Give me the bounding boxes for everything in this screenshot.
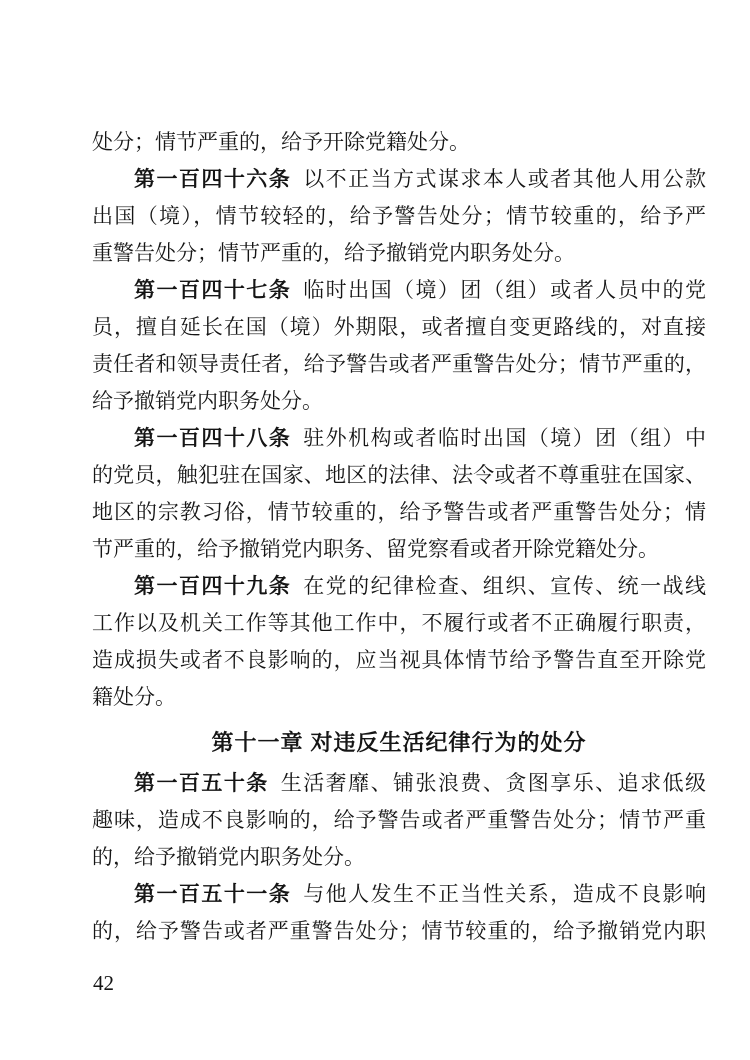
text-line: 籍处分。 xyxy=(92,685,176,709)
chapter-heading: 第十一章 对违反生活纪律行为的处分 xyxy=(211,730,587,755)
text-line: 的，给予撤销党内职务处分。 xyxy=(92,845,365,869)
text-line: 的，给予警告或者严重警告处分；情节较重的，给予撤销党内职 xyxy=(92,919,706,943)
text-line: 出国（境），情节较轻的，给予警告处分；情节较重的，给予严 xyxy=(92,204,706,228)
article-number: 第一百五十条 xyxy=(134,771,269,795)
text-line: 第一百五十一条 与他人发生不正当性关系，造成不良影响 xyxy=(134,882,706,906)
text-line: 第一百四十六条 以不正当方式谋求本人或者其他人用公款 xyxy=(134,167,706,191)
page-number: 42 xyxy=(93,971,114,995)
text-line: 给予撤销党内职务处分。 xyxy=(92,389,323,413)
text-line: 重警告处分；情节严重的，给予撤销党内职务处分。 xyxy=(92,241,575,265)
article-number: 第一百四十七条 xyxy=(134,278,292,302)
document-body xyxy=(92,124,706,950)
text-line: 节严重的，给予撤销党内职务、留党察看或者开除党籍处分。 xyxy=(92,537,659,561)
article-number: 第一百四十六条 xyxy=(134,167,292,191)
text-line: 工作以及机关工作等其他工作中，不履行或者不正确履行职责， xyxy=(92,611,706,635)
text-line: 第一百四十九条 在党的纪律检查、组织、宣传、统一战线 xyxy=(134,574,706,598)
text-line: 第一百四十七条 临时出国（境）团（组）或者人员中的党 xyxy=(134,278,706,302)
text-line: 趣味，造成不良影响的，给予警告或者严重警告处分；情节严重 xyxy=(92,808,706,832)
text-line: 责任者和领导责任者，给予警告或者严重警告处分；情节严重的， xyxy=(92,352,706,376)
text-line: 的党员，触犯驻在国家、地区的法律、法令或者不尊重驻在国家、 xyxy=(92,463,706,487)
article-number: 第一百四十九条 xyxy=(134,574,292,598)
article-number: 第一百五十一条 xyxy=(134,882,292,906)
text-line: 员，擅自延长在国（境）外期限，或者擅自变更路线的，对直接 xyxy=(92,315,706,339)
text-line: 地区的宗教习俗，情节较重的，给予警告或者严重警告处分；情 xyxy=(92,500,706,524)
article-number: 第一百四十八条 xyxy=(134,426,292,450)
text-line: 造成损失或者不良影响的，应当视具体情节给予警告直至开除党 xyxy=(92,648,706,672)
text-line: 第一百四十八条 驻外机构或者临时出国（境）团（组）中 xyxy=(134,426,706,450)
text-line: 第一百五十条 生活奢靡、铺张浪费、贪图享乐、追求低级 xyxy=(134,771,706,795)
text-line: 处分；情节严重的，给予开除党籍处分。 xyxy=(92,130,470,154)
